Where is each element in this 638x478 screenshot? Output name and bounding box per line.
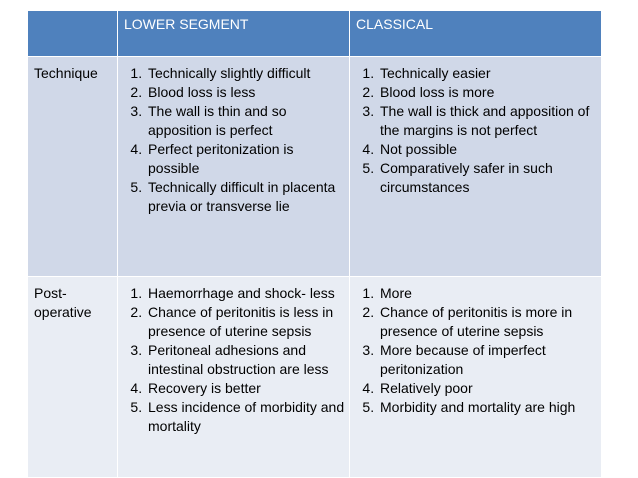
- classical-list: [350, 57, 601, 197]
- header-row: [28, 11, 602, 57]
- list-item: 4. Not possible: [378, 140, 597, 159]
- row-label-cell: [28, 57, 118, 277]
- list-item: 1. Haemorrhage and shock- less: [146, 284, 345, 303]
- lower-segment-cell: [118, 57, 350, 277]
- lower-segment-list: [118, 57, 349, 216]
- list-item: 5. Morbidity and mortality are high: [378, 398, 597, 417]
- list-item: 2. Chance of peritonitis is more in presence of uterine sepsis: [378, 303, 597, 341]
- list-item: 1. Technically easier: [378, 64, 597, 83]
- list-item: 1. More: [378, 284, 597, 303]
- classical-cell: [350, 57, 602, 277]
- lower-segment-list: [118, 277, 349, 436]
- row-label: Post-operative: [34, 285, 92, 320]
- list-item: 3. The wall is thick and apposition of the margins is not perfect: [378, 102, 597, 140]
- classical-cell: [350, 277, 602, 478]
- list-item: 3. More because of imperfect peritonization: [378, 341, 597, 379]
- list-item: 2. Chance of peritonitis is less in presence of uterine sepsis: [146, 303, 345, 341]
- classical-list: [350, 277, 601, 417]
- table-row-technique: [28, 57, 602, 277]
- table-row-post-operative: [28, 277, 602, 478]
- row-label: Technique: [34, 65, 98, 81]
- list-item: 2. Blood loss is more: [378, 83, 597, 102]
- list-item: 3. The wall is thin and so apposition is perfect: [146, 102, 345, 140]
- header-lower-segment: LOWER SEGMENT: [118, 11, 350, 57]
- list-item: 4. Perfect peritonization is possible: [146, 140, 345, 178]
- list-item: 3. Peritoneal adhesions and intestinal obstruction are less: [146, 341, 345, 379]
- header-classical: CLASSICAL: [350, 11, 602, 57]
- list-item: 5. Less incidence of morbidity and mortality: [146, 398, 345, 436]
- list-item: 1. Technically slightly difficult: [146, 64, 345, 83]
- list-item: 2. Blood loss is less: [146, 83, 345, 102]
- lower-segment-cell: [118, 277, 350, 478]
- list-item: 5. Comparatively safer in such circumstances: [378, 159, 597, 197]
- list-item: 5. Technically difficult in placenta previa or transverse lie: [146, 178, 345, 216]
- header-cell-empty: [28, 11, 118, 57]
- list-item: 4. Recovery is better: [146, 379, 345, 398]
- comparison-table: [27, 10, 602, 478]
- list-item: 4. Relatively poor: [378, 379, 597, 398]
- row-label-cell: [28, 277, 118, 478]
